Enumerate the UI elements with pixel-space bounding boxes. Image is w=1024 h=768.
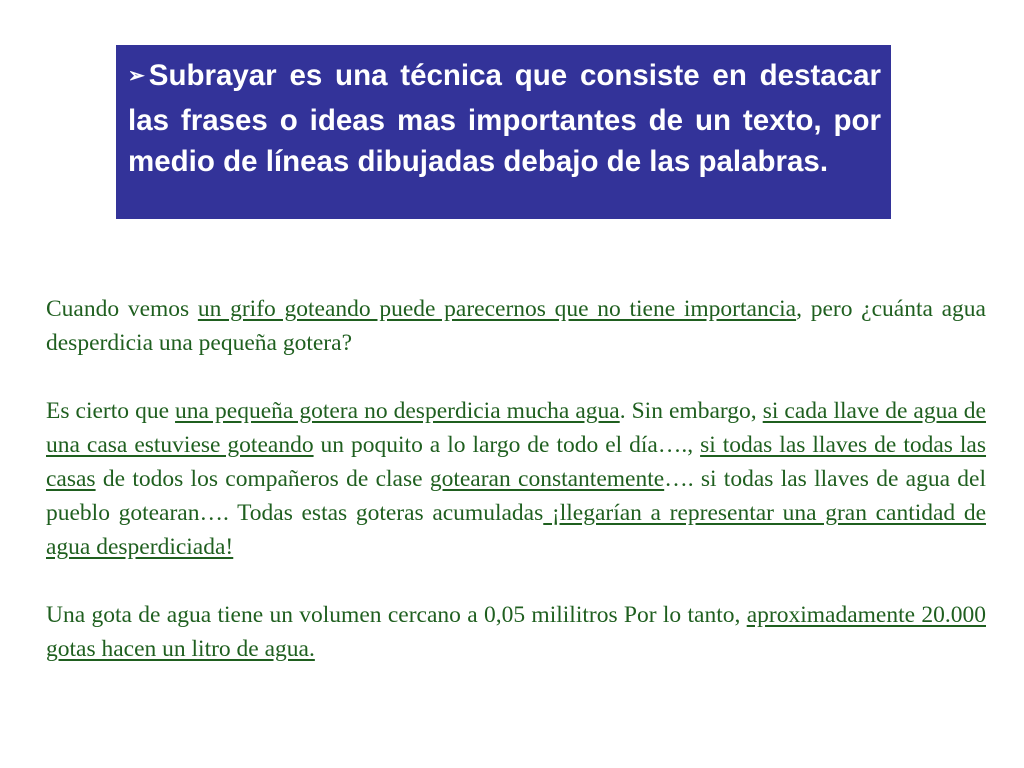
text-segment: Una gota de agua tiene un volumen cercano a 0,05 mililitros Por lo tanto, bbox=[46, 602, 747, 628]
underlined-segment: una pequeña gotera no desperdicia mucha agua bbox=[175, 398, 620, 424]
text-segment: , pero ¿cuánta agua desperdicia una pequeña gotera? bbox=[46, 296, 986, 356]
underlined-segment: gotearan constantemente bbox=[429, 466, 665, 492]
text-segment: de todos los compañeros de clase bbox=[95, 466, 430, 492]
definition-text: Subrayar es una técnica que consiste en destacar las frases o ideas mas importantes de un texto, por medio de líneas dibujadas debajo de las palabras. bbox=[128, 59, 881, 178]
arrow-bullet-icon: ➢ bbox=[128, 65, 145, 87]
text-segment: . Sin embargo, bbox=[619, 398, 763, 424]
definition-box bbox=[116, 45, 891, 219]
text-segment: un poquito a lo largo de todo el día…., bbox=[313, 432, 701, 458]
text-segment: Es cierto que bbox=[46, 398, 176, 424]
paragraph-gotera bbox=[46, 394, 986, 564]
paragraph-gota bbox=[46, 598, 986, 666]
underlined-segment: ¡llegarían a representar una gran cantidad de agua desperdiciada! bbox=[46, 500, 986, 560]
underlined-segment: si todas las llaves de todas las casas bbox=[46, 432, 987, 492]
paragraph-grifo bbox=[46, 292, 986, 360]
body-text bbox=[46, 292, 986, 700]
underlined-segment: un grifo goteando puede parecernos que no tiene importancia bbox=[197, 296, 797, 322]
text-segment: Cuando vemos bbox=[46, 296, 198, 322]
text-segment: …. si todas las llaves de agua del pueblo gotearan…. Todas estas goteras acumuladas bbox=[46, 466, 987, 526]
underlined-segment: si cada llave de agua de una casa estuviese goteando bbox=[46, 398, 986, 458]
underlined-segment: aproximadamente 20.000 gotas hacen un litro de agua. bbox=[46, 602, 986, 662]
